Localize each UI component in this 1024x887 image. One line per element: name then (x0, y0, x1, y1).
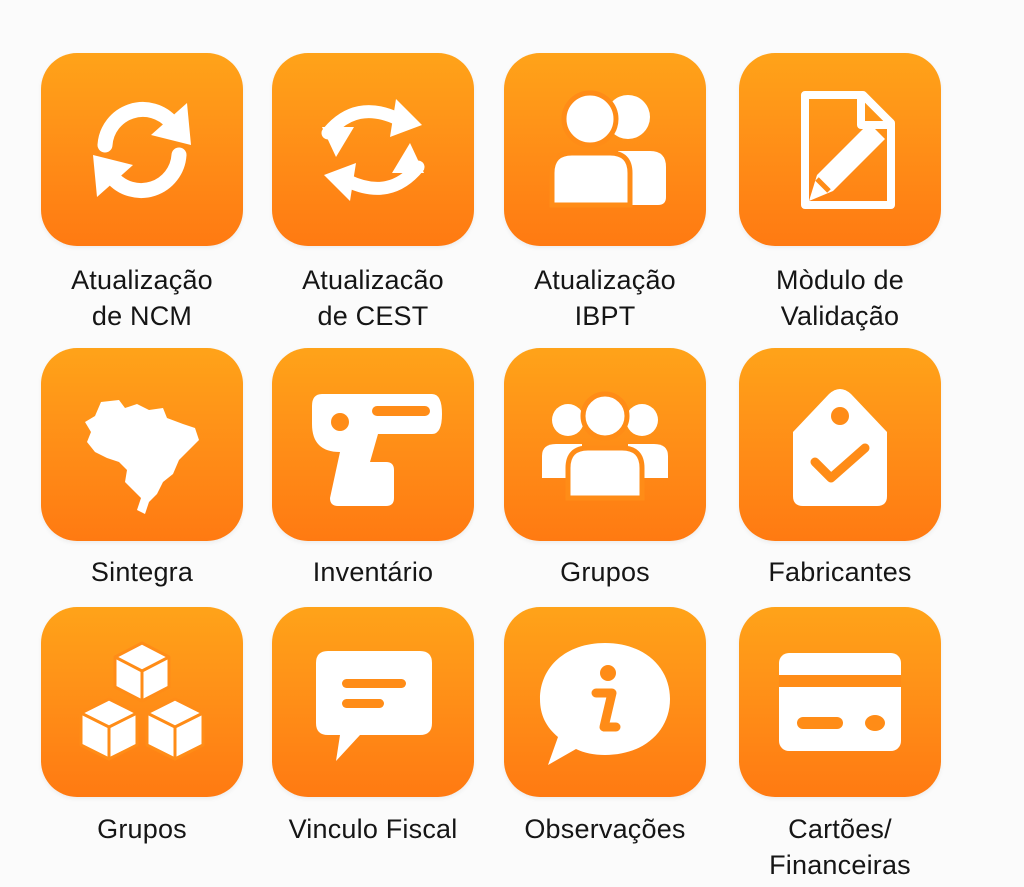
tile-icon-box[interactable] (504, 348, 706, 541)
tile-label: Observações (524, 814, 686, 844)
credit-card-icon (765, 627, 915, 777)
tile-label: Cartões/ Financeiras (769, 814, 911, 880)
tile-icon-box[interactable] (739, 53, 941, 246)
tile-icon-box[interactable] (504, 607, 706, 797)
sync-arrows-icon (298, 75, 448, 225)
tile-label: Grupos (97, 814, 187, 844)
tile-icon-box[interactable] (739, 348, 941, 541)
tile-icon-box[interactable] (504, 53, 706, 246)
users-icon (530, 75, 680, 225)
tile-label: Grupos (560, 557, 650, 587)
tile-label: Atualização de NCM (71, 265, 213, 331)
document-edit-icon (765, 75, 915, 225)
tag-check-icon (765, 370, 915, 520)
tile-icon-box[interactable] (41, 53, 243, 246)
tile-label: Inventário (312, 557, 434, 587)
tile-icon-box[interactable] (272, 607, 474, 797)
tile-label: Vinculo Fiscal (288, 814, 458, 844)
tile-label: Fabricantes (768, 557, 912, 587)
tile-label: Mòdulo de Validação (776, 265, 904, 331)
tile-icon-box[interactable] (41, 348, 243, 541)
tile-label: Atualização IBPT (534, 265, 676, 331)
message-icon (298, 627, 448, 777)
refresh-icon (67, 75, 217, 225)
tile-icon-box[interactable] (739, 607, 941, 797)
brazil-map-icon (67, 370, 217, 520)
barcode-scanner-icon (298, 370, 448, 520)
tile-label: Atualizacão de CEST (302, 265, 444, 331)
boxes-icon (67, 627, 217, 777)
group-people-icon (530, 370, 680, 520)
tile-icon-box[interactable] (272, 53, 474, 246)
tile-icon-box[interactable] (272, 348, 474, 541)
tile-label: Sintegra (90, 557, 194, 587)
tile-icon-box[interactable] (41, 607, 243, 797)
info-bubble-icon (530, 627, 680, 777)
